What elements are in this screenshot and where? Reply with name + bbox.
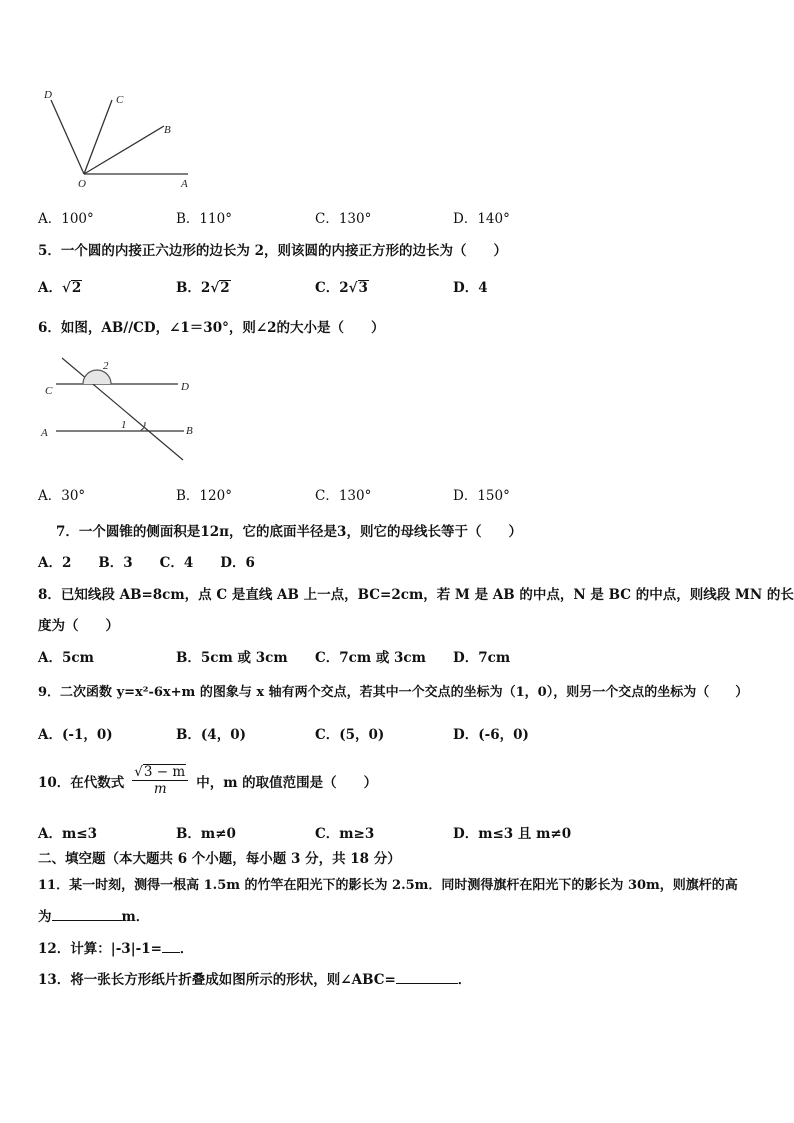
q5-stem: 5．一个圆的内接正六边形的边长为 2，则该圆的内接正方形的边长为（ ） — [38, 243, 507, 259]
label-a: A — [181, 178, 188, 190]
parallel-lines-figure — [36, 352, 206, 466]
q12-answer-blank[interactable] — [162, 938, 180, 953]
label-b: B — [164, 124, 171, 136]
q13 — [38, 968, 471, 988]
q9-option-a: A．(-1，0) — [38, 727, 113, 743]
q5-c-radicand: 3 — [358, 280, 368, 296]
q13-answer-blank[interactable] — [396, 969, 458, 984]
q12-prefix: 12．计算：|-3|-1= — [38, 941, 162, 957]
q11-prefix: 为 — [38, 909, 52, 925]
q5-b-radicand: 2 — [220, 280, 230, 296]
label-c: C — [116, 94, 124, 106]
label-2: 2 — [103, 360, 109, 372]
q10-option-b: B．m≠0 — [176, 826, 236, 842]
q10-option-d: D．m≤3 且 m≠0 — [453, 826, 572, 842]
q5-option-a: A．√2 — [38, 280, 82, 296]
q10-numerator: 3 − m — [143, 764, 186, 780]
label-1: 1 — [121, 419, 127, 431]
label-c: C — [45, 385, 53, 397]
q10-option-a: A．m≤3 — [38, 826, 97, 842]
q5-a-radicand: 2 — [71, 280, 82, 296]
transversal — [62, 358, 183, 460]
q7-stem: 7．一个圆锥的侧面积是12π，它的底面半径是3，则它的母线长等于（ ） — [56, 524, 522, 540]
q6-option-d: D．150° — [453, 488, 510, 504]
q5-c-prefix: C．2 — [315, 280, 349, 296]
q10-suffix: 中，m 的取值范围是（ ） — [196, 774, 378, 791]
q5-option-c: C．2√3 — [315, 280, 368, 296]
q8-option-c: C．7cm 或 3cm — [315, 650, 426, 666]
q12 — [38, 937, 193, 957]
label-d: D — [181, 381, 189, 393]
q4-option-d: D．140° — [453, 211, 510, 227]
q11-answer-blank[interactable] — [52, 906, 122, 921]
q6-option-c: C．130° — [315, 488, 372, 504]
q5-a-prefix: A． — [38, 280, 62, 296]
q9-option-b: B．(4，0) — [176, 727, 246, 743]
q11-line2 — [38, 905, 149, 925]
angle-figure — [36, 86, 196, 192]
ray-ob — [84, 126, 164, 174]
q10-prefix: 10．在代数式 — [38, 774, 125, 791]
q8-option-b: B．5cm 或 3cm — [176, 650, 288, 666]
q9-option-c: C．(5，0) — [315, 727, 385, 743]
label-o: O — [78, 178, 86, 190]
q12-suffix: ． — [179, 941, 194, 957]
q11-suffix: m． — [121, 909, 150, 925]
ray-oc — [84, 100, 112, 174]
q10-option-c: C．m≥3 — [315, 826, 375, 842]
q8-stem-line2: 度为（ ） — [38, 618, 119, 634]
q6-option-b: B．120° — [176, 488, 232, 504]
q6-option-a: A．30° — [38, 488, 86, 504]
q10-fraction: $\frac{√3 - m}{m}$ — [132, 764, 188, 797]
q5-option-d: D．4 — [453, 280, 488, 296]
q13-suffix: ． — [457, 972, 472, 988]
q5-option-b: B．2√2 — [176, 280, 230, 296]
q11-line1: 11．某一时刻，测得一根高 1.5m 的竹竿在阳光下的影长为 2.5m．同时测得旗杆在阳光下的影长为 30m，则旗杆的高 — [38, 878, 738, 893]
q9-stem: 9．二次函数 y=x²-6x+m 的图象与 x 轴有两个交点，若其中一个交点的坐标为（1，0），则另一个交点的坐标为（ ） — [38, 685, 749, 700]
q7-options: A．2 B．3 C．4 D．6 — [38, 555, 255, 571]
section-heading: 二、填空题（本大题共 6 个小题，每小题 3 分，共 18 分） — [38, 851, 401, 867]
q4-option-b: B．110° — [176, 211, 232, 227]
angle-2-arc — [83, 370, 111, 384]
label-a: A — [41, 427, 48, 439]
label-b: B — [186, 425, 193, 437]
q13-prefix: 13．将一张长方形纸片折叠成如图所示的形状，则∠ABC= — [38, 972, 396, 988]
q4-option-a: A．100° — [38, 211, 94, 227]
q10-stem — [38, 764, 377, 797]
q4-option-c: C．130° — [315, 211, 372, 227]
q8-option-a: A．5cm — [38, 650, 94, 666]
q5-b-prefix: B．2 — [176, 280, 211, 296]
q8-option-d: D．7cm — [453, 650, 511, 666]
label-d: D — [44, 89, 52, 101]
q9-option-d: D．(-6，0) — [453, 727, 529, 743]
ray-od — [51, 100, 84, 174]
q6-stem: 6．如图，AB//CD，∠1＝30°，则∠2的大小是（ ） — [38, 320, 385, 336]
q8-stem-line1: 8．已知线段 AB=8cm，点 C 是直线 AB 上一点，BC=2cm，若 M 是 AB 的中点，N 是 BC 的中点，则线段 MN 的长 — [38, 587, 794, 603]
q10-denominator: m — [153, 781, 167, 797]
